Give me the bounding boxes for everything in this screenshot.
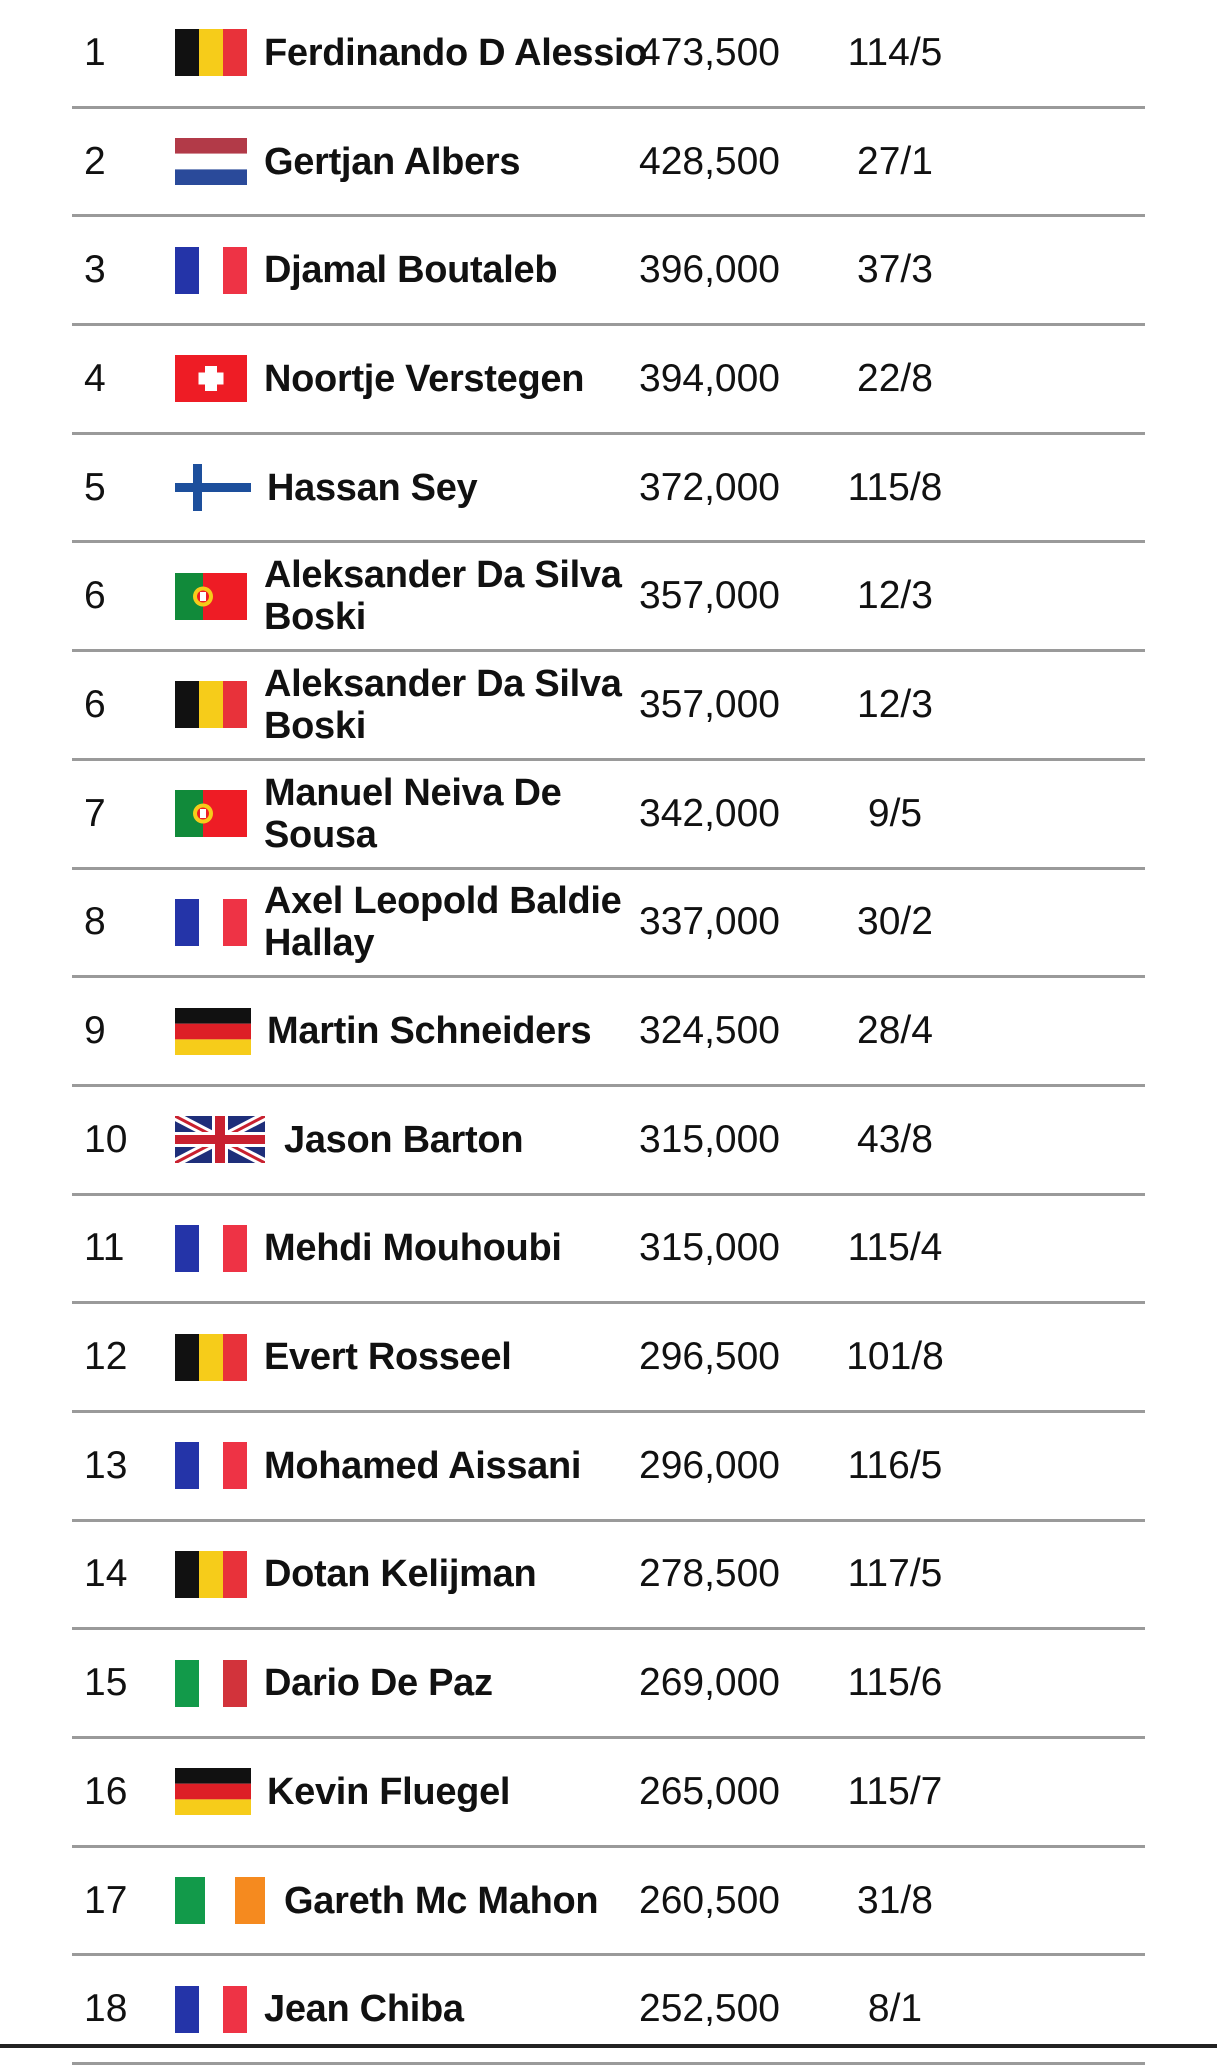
rank-cell: 11: [84, 1226, 125, 1270]
belgium-flag-icon: [175, 1551, 247, 1598]
france-flag-icon: [175, 899, 247, 946]
points-cell: 357,000: [639, 574, 780, 618]
rank-cell: 9: [84, 1009, 106, 1053]
record-cell: 116/5: [847, 1443, 943, 1487]
player-name[interactable]: Djamal Boutaleb: [264, 249, 558, 292]
points-cell: 296,500: [639, 1335, 780, 1379]
switzerland-flag-icon: [175, 355, 247, 402]
rank-cell: 10: [84, 1117, 128, 1161]
bottom-edge-bar: [0, 2044, 1217, 2048]
ranking-row[interactable]: [72, 326, 1145, 435]
france-flag-icon: [175, 1225, 247, 1272]
player-name[interactable]: Axel Leopold Baldie Hallay: [264, 880, 622, 965]
record-cell: 115/6: [847, 1661, 943, 1705]
points-cell: 357,000: [639, 682, 780, 726]
ranking-row[interactable]: [72, 1956, 1145, 2065]
ranking-row[interactable]: [72, 870, 1145, 979]
points-cell: 394,000: [639, 356, 780, 400]
flag-cell: [175, 435, 251, 541]
belgium-flag-icon: [175, 29, 247, 76]
rankings-table: [72, 0, 1145, 2065]
points-cell: 315,000: [639, 1226, 780, 1270]
record-cell: 12/3: [857, 574, 933, 618]
ranking-row[interactable]: [72, 1630, 1145, 1739]
flag-cell: [175, 761, 247, 867]
player-name[interactable]: Mohamed Aissani: [264, 1444, 582, 1487]
player-name[interactable]: Jason Barton: [284, 1118, 524, 1161]
rank-cell: 16: [84, 1769, 128, 1813]
ranking-row[interactable]: [72, 1739, 1145, 1848]
record-cell: 9/5: [867, 791, 923, 835]
ranking-row[interactable]: [72, 217, 1145, 326]
flag-cell: [175, 326, 247, 432]
portugal-flag-icon: [175, 790, 247, 837]
rank-cell: 12: [84, 1335, 128, 1379]
rank-cell: 2: [84, 139, 106, 183]
ranking-row[interactable]: [72, 109, 1145, 218]
rank-cell: 1: [84, 30, 106, 74]
player-name[interactable]: Kevin Fluegel: [267, 1770, 511, 1813]
rank-cell: 3: [84, 248, 106, 292]
france-flag-icon: [175, 1442, 247, 1489]
points-cell: 473,500: [639, 30, 780, 74]
flag-cell: [175, 0, 247, 106]
finland-flag-icon: [175, 464, 251, 511]
rank-cell: 18: [84, 1987, 128, 2031]
flag-cell: [175, 978, 251, 1084]
ranking-row[interactable]: [72, 1196, 1145, 1305]
player-name[interactable]: Dario De Paz: [264, 1662, 493, 1705]
player-name[interactable]: Manuel Neiva De Sousa: [264, 771, 562, 856]
flag-cell: [175, 870, 247, 976]
points-cell: 342,000: [639, 791, 780, 835]
ranking-row[interactable]: [72, 652, 1145, 761]
player-name[interactable]: Ferdinando D Alessio: [264, 31, 648, 74]
record-cell: 115/4: [847, 1226, 943, 1270]
record-cell: 30/2: [857, 900, 933, 944]
record-cell: 12/3: [857, 682, 933, 726]
flag-cell: [175, 1848, 265, 1954]
record-cell: 37/3: [857, 248, 933, 292]
flag-cell: [175, 109, 247, 215]
record-cell: 101/8: [846, 1335, 944, 1379]
points-cell: 260,500: [639, 1878, 780, 1922]
player-name[interactable]: Evert Rosseel: [264, 1336, 512, 1379]
rank-cell: 15: [84, 1661, 128, 1705]
points-cell: 269,000: [639, 1661, 780, 1705]
player-name[interactable]: Aleksander Da Silva Boski: [264, 554, 622, 639]
flag-cell: [175, 1413, 247, 1519]
player-name[interactable]: Aleksander Da Silva Boski: [264, 662, 622, 747]
flag-cell: [175, 543, 247, 649]
points-cell: 337,000: [639, 900, 780, 944]
points-cell: 278,500: [639, 1552, 780, 1596]
flag-cell: [175, 1087, 265, 1193]
player-name[interactable]: Martin Schneiders: [267, 1010, 592, 1053]
italy-flag-icon: [175, 1660, 247, 1707]
record-cell: 115/8: [847, 465, 943, 509]
ranking-row[interactable]: [72, 761, 1145, 870]
flag-cell: [175, 652, 247, 758]
points-cell: 372,000: [639, 465, 780, 509]
points-cell: 296,000: [639, 1443, 780, 1487]
ranking-row[interactable]: [72, 1304, 1145, 1413]
united-kingdom-flag-icon: [175, 1116, 265, 1163]
record-cell: 43/8: [857, 1117, 933, 1161]
flag-cell: [175, 217, 247, 323]
record-cell: 22/8: [857, 356, 933, 400]
ireland-flag-icon: [175, 1877, 265, 1924]
record-cell: 115/7: [847, 1769, 943, 1813]
rank-cell: 6: [84, 682, 106, 726]
ranking-row[interactable]: [72, 1087, 1145, 1196]
ranking-row[interactable]: [72, 1413, 1145, 1522]
rank-cell: 8: [84, 900, 106, 944]
points-cell: 252,500: [639, 1987, 780, 2031]
ranking-row[interactable]: [72, 1522, 1145, 1631]
record-cell: 8/1: [867, 1987, 923, 2031]
belgium-flag-icon: [175, 681, 247, 728]
record-cell: 28/4: [857, 1009, 933, 1053]
player-name[interactable]: Mehdi Mouhoubi: [264, 1227, 562, 1270]
flag-cell: [175, 1522, 247, 1628]
flag-cell: [175, 1630, 247, 1736]
record-cell: 117/5: [847, 1552, 943, 1596]
points-cell: 315,000: [639, 1117, 780, 1161]
france-flag-icon: [175, 1986, 247, 2033]
player-name[interactable]: Noortje Verstegen: [264, 357, 585, 400]
player-name[interactable]: Jean Chiba: [264, 1988, 464, 2031]
rank-cell: 17: [84, 1878, 128, 1922]
ranking-row[interactable]: [72, 543, 1145, 652]
flag-cell: [175, 1739, 251, 1845]
ranking-row[interactable]: [72, 978, 1145, 1087]
points-cell: 324,500: [639, 1009, 780, 1053]
player-name[interactable]: Dotan Kelijman: [264, 1553, 537, 1596]
belgium-flag-icon: [175, 1334, 247, 1381]
rank-cell: 4: [84, 356, 106, 400]
portugal-flag-icon: [175, 573, 247, 620]
ranking-row[interactable]: [72, 435, 1145, 544]
player-name[interactable]: Gertjan Albers: [264, 140, 521, 183]
germany-flag-icon: [175, 1768, 251, 1815]
record-cell: 114/5: [847, 30, 943, 74]
record-cell: 31/8: [857, 1878, 933, 1922]
france-flag-icon: [175, 247, 247, 294]
rank-cell: 13: [84, 1443, 128, 1487]
record-cell: 27/1: [857, 139, 933, 183]
points-cell: 396,000: [639, 248, 780, 292]
netherlands-flag-icon: [175, 138, 247, 185]
player-name[interactable]: Hassan Sey: [267, 466, 478, 509]
rank-cell: 14: [84, 1552, 128, 1596]
germany-flag-icon: [175, 1008, 251, 1055]
points-cell: 428,500: [639, 139, 780, 183]
player-name[interactable]: Gareth Mc Mahon: [284, 1879, 599, 1922]
rank-cell: 6: [84, 574, 106, 618]
rank-cell: 7: [84, 791, 106, 835]
rank-cell: 5: [84, 465, 106, 509]
ranking-row[interactable]: [72, 1848, 1145, 1957]
flag-cell: [175, 1304, 247, 1410]
points-cell: 265,000: [639, 1769, 780, 1813]
flag-cell: [175, 1196, 247, 1302]
ranking-row[interactable]: [72, 0, 1145, 109]
